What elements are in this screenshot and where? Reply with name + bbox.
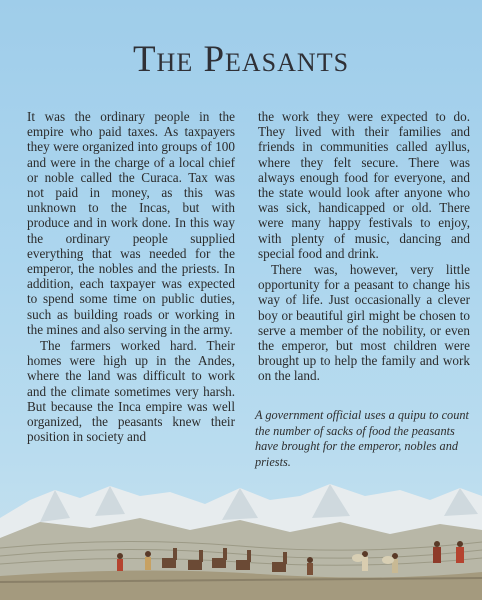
right-text-column	[258, 109, 470, 384]
paragraph-taxes: It was the ordinary people in the empire who paid taxes. As taxpayers they were organized into groups of 100 and were in the charge of a local chief or noble called the Curaca. Tax was not paid in money, as this was unknown to the Incas, but with produce and in work done. In this way the ordinary people supplied everything that was needed for the emperor, the nobles and the priests. In addition, each taxpayer was expected to spend some time on public duties, such as building roads or working in the mines and also serving in the army.	[27, 109, 235, 337]
paragraph-farmers: The farmers worked hard. Their homes were high up in the Andes, where the land was difficult to work and the climate sometimes very harsh. But because the Inca empire was well organized, the peasants knew their position in society and	[27, 338, 235, 445]
page-title: The Peasants	[132, 39, 350, 80]
left-text-column	[27, 109, 235, 444]
illustration-caption: A government official uses a quipu to count the number of sacks of food the peasants have brought for the emperor, nobles and priests.	[255, 408, 469, 469]
paragraph-communities: the work they were expected to do. They lived with their families and friends in communities called ayllus, where they felt secure. There was always enough food for everyone, and the state would look after anyone who was sick, handicapped or old. There were many happy festivals to enjoy, with plenty of music, dancing and special food and drink.	[258, 109, 470, 261]
paragraph-opportunity: There was, however, very little opportunity for a peasant to change his way of life. Just occasionally a clever boy or beautiful girl might be chosen to serve a member of the nobility, or even the emperor, but most children were brought up to help the family and work on the land.	[258, 262, 470, 384]
andes-illustration	[0, 478, 482, 600]
